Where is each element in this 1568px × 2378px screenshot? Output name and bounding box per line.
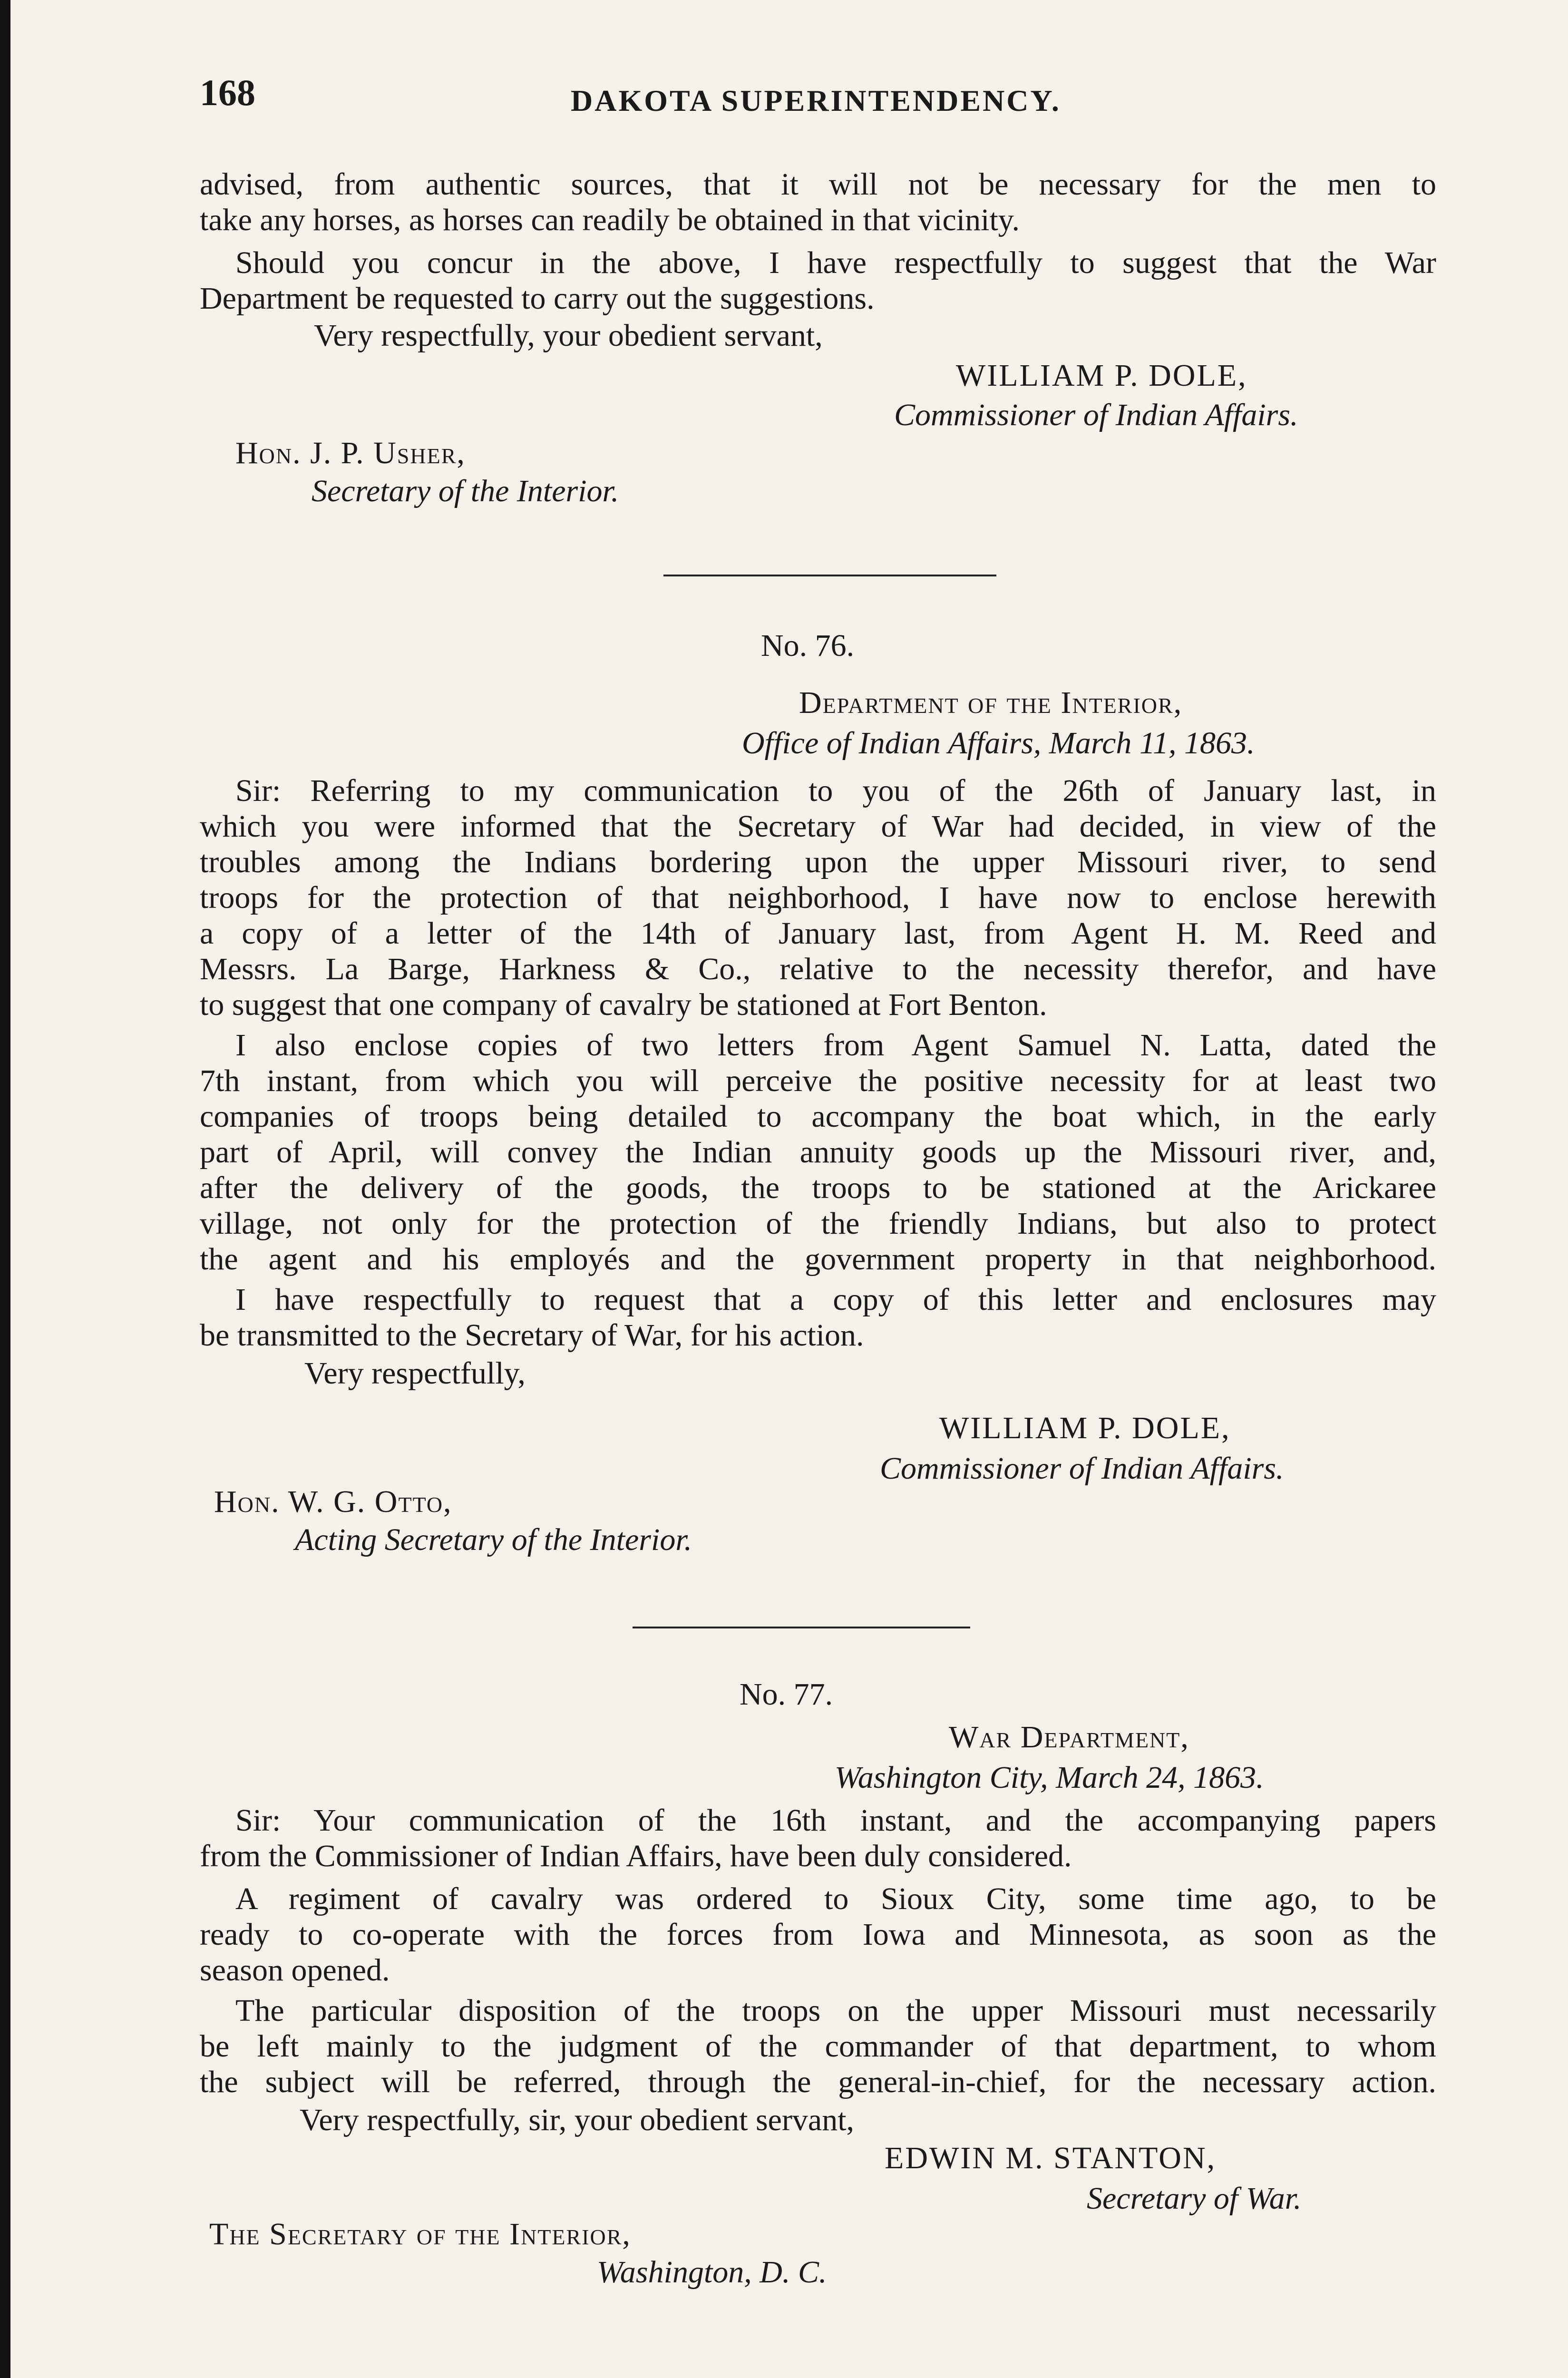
body-line: Messrs. La Barge, Harkness & Co., relative to the necessity therefor, and have bbox=[200, 952, 1436, 986]
body-line: be transmitted to the Secretary of War, for his action. bbox=[200, 1318, 864, 1353]
page-number: 168 bbox=[200, 72, 255, 113]
body-line: I also enclose copies of two letters from Agent Samuel N. Latta, dated the bbox=[235, 1028, 1436, 1062]
body-line: a copy of a letter of the 14th of January last, from Agent H. M. Reed and bbox=[200, 916, 1436, 951]
letter-office-date: Office of Indian Affairs, March 11, 1863. bbox=[742, 726, 1255, 760]
closing-line: Very respectfully, sir, your obedient servant, bbox=[300, 2103, 855, 2137]
body-line: A regiment of cavalry was ordered to Sioux City, some time ago, to be bbox=[235, 1881, 1436, 1916]
signature-name: WILLIAM P. DOLE, bbox=[956, 358, 1247, 393]
signature-title: Commissioner of Indian Affairs. bbox=[880, 1451, 1284, 1486]
body-line: 7th instant, from which you will perceive the positive necessity for at least two bbox=[200, 1063, 1436, 1098]
addressee-title: Washington, D. C. bbox=[597, 2255, 827, 2290]
body-line: Sir: Referring to my communication to you of the 26th of January last, in bbox=[235, 773, 1436, 808]
signature-name: WILLIAM P. DOLE, bbox=[939, 1411, 1231, 1445]
body-line: after the delivery of the goods, the troops to be stationed at the Arickaree bbox=[200, 1170, 1436, 1205]
body-line: I have respectfully to request that a copy of this letter and enclosures may bbox=[235, 1282, 1436, 1317]
body-line: Sir: Your communication of the 16th instant, and the accompanying papers bbox=[235, 1803, 1436, 1838]
body-line: to suggest that one company of cavalry be stationed at Fort Benton. bbox=[200, 987, 1047, 1022]
running-title: DAKOTA SUPERINTENDENCY. bbox=[571, 84, 1061, 117]
letter-department: War Department, bbox=[949, 1720, 1189, 1754]
body-line: the agent and his employés and the government property in that neighborhood. bbox=[200, 1242, 1436, 1277]
body-line: the subject will be referred, through the general-in-chief, for the necessary action. bbox=[200, 2065, 1436, 2099]
body-line: Should you concur in the above, I have respectfully to suggest that the War bbox=[235, 245, 1436, 280]
addressee-name: The Secretary of the Interior, bbox=[209, 2217, 631, 2251]
closing-line: Very respectfully, bbox=[304, 1356, 526, 1391]
closing-line: Very respectfully, your obedient servant, bbox=[314, 318, 823, 353]
body-line: village, not only for the protection of the friendly Indians, but also to protect bbox=[200, 1206, 1436, 1241]
body-line: The particular disposition of the troops on the upper Missouri must necessarily bbox=[235, 1993, 1436, 2028]
body-line: part of April, will convey the Indian annuity goods up the Missouri river, and, bbox=[200, 1135, 1436, 1170]
scan-left-edge bbox=[0, 0, 10, 2378]
addressee-title: Acting Secretary of the Interior. bbox=[295, 1522, 692, 1557]
section-divider bbox=[633, 1627, 970, 1628]
signature-name: EDWIN M. STANTON, bbox=[885, 2141, 1217, 2175]
addressee-title: Secretary of the Interior. bbox=[312, 474, 619, 508]
section-divider bbox=[663, 575, 996, 576]
body-line: troops for the protection of that neighborhood, I have now to enclose herewith bbox=[200, 880, 1436, 915]
letter-number: No. 77. bbox=[740, 1677, 833, 1712]
signature-title: Commissioner of Indian Affairs. bbox=[894, 398, 1298, 432]
body-line: companies of troops being detailed to accompany the boat which, in the early bbox=[200, 1099, 1436, 1134]
body-line: ready to co-operate with the forces from Iowa and Minnesota, as soon as the bbox=[200, 1917, 1436, 1952]
letter-office-date: Washington City, March 24, 1863. bbox=[835, 1760, 1264, 1795]
addressee-name: Hon. W. G. Otto, bbox=[214, 1484, 452, 1519]
addressee-name: Hon. J. P. Usher, bbox=[235, 436, 466, 470]
body-line: season opened. bbox=[200, 1953, 390, 1988]
body-line: take any horses, as horses can readily be obtained in that vicinity. bbox=[200, 203, 1020, 237]
body-line: advised, from authentic sources, that it will not be necessary for the men to bbox=[200, 167, 1436, 202]
letter-number: No. 76. bbox=[761, 628, 855, 663]
signature-title: Secretary of War. bbox=[1087, 2181, 1302, 2216]
body-line: which you were informed that the Secretary of War had decided, in view of the bbox=[200, 809, 1436, 844]
body-line: be left mainly to the judgment of the commander of that department, to whom bbox=[200, 2029, 1436, 2064]
body-line: from the Commissioner of Indian Affairs, have been duly considered. bbox=[200, 1839, 1072, 1873]
body-line: troubles among the Indians bordering upon the upper Missouri river, to send bbox=[200, 845, 1436, 879]
body-line: Department be requested to carry out the suggestions. bbox=[200, 281, 875, 316]
letter-department: Department of the Interior, bbox=[799, 685, 1183, 720]
